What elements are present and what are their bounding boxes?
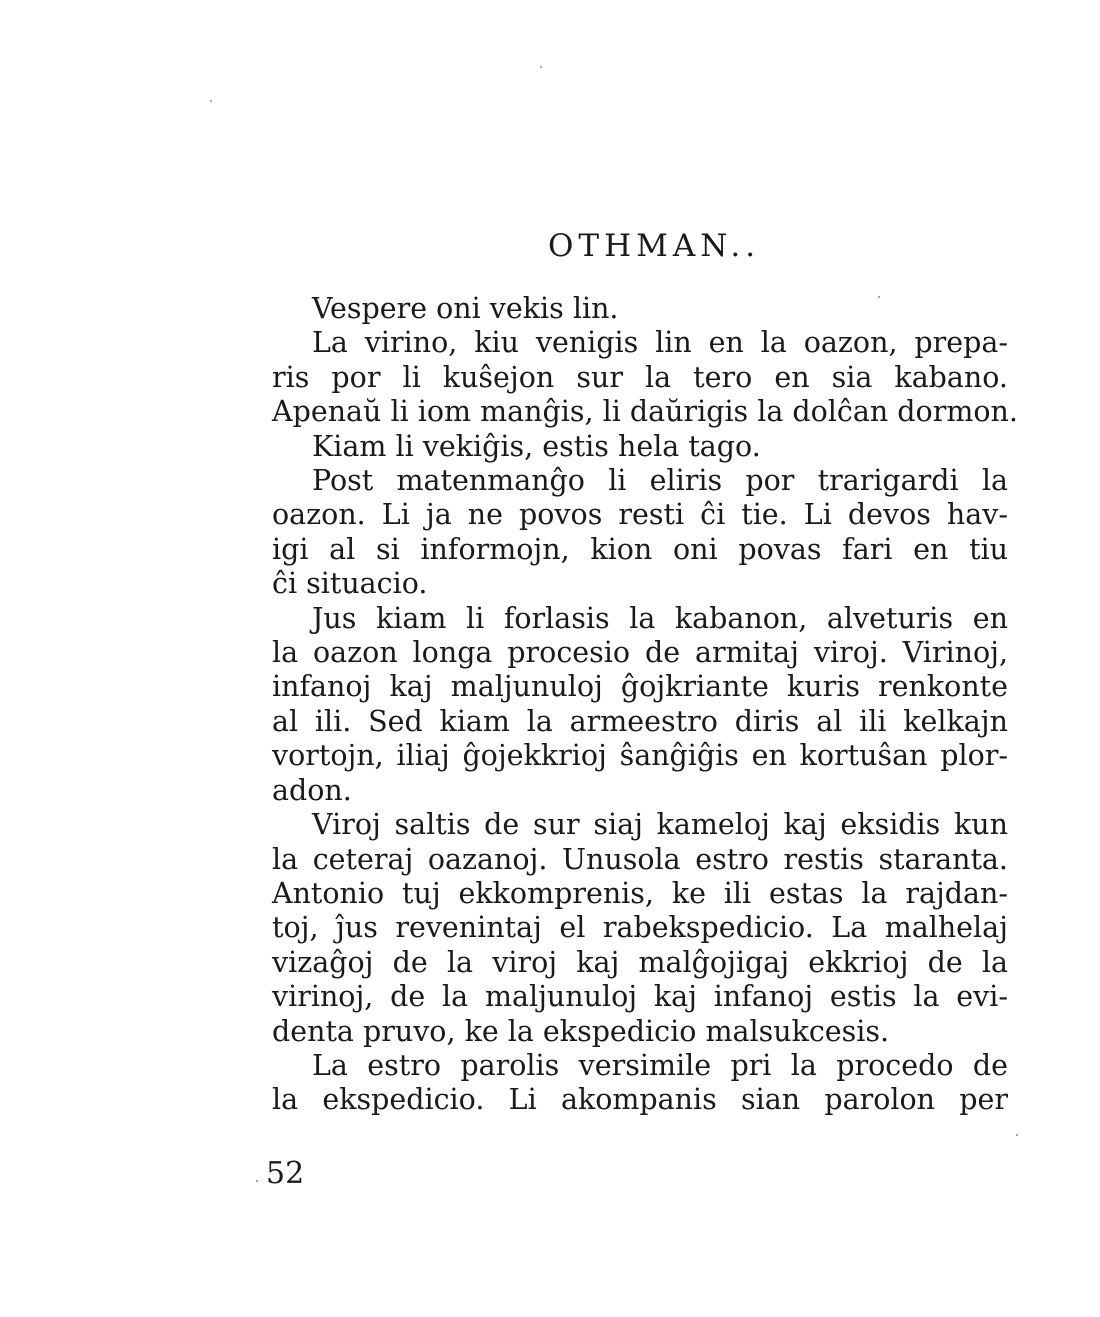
text-line: al ili. Sed kiam la armeestro diris al ili kelkajn xyxy=(272,704,1008,738)
text-line: vizaĝoj de la viroj kaj malĝojigaj ekkrioj de la xyxy=(272,945,1008,979)
text-line: Antonio tuj ekkomprenis, ke ili estas la rajdan- xyxy=(272,876,1008,910)
text-line: adon. xyxy=(272,773,352,807)
text-line: infanoj kaj maljunuloj ĝojkriante kuris renkonte xyxy=(272,670,1008,704)
scan-speck xyxy=(540,66,542,68)
text-line: la ceteraj oazanoj. Unusola estro restis staranta. xyxy=(272,842,1008,876)
text-line: Vespere oni vekis lin. xyxy=(312,292,619,325)
text-line: oazon. Li ja ne povos resti ĉi tie. Li devos hav- xyxy=(272,498,1008,532)
text-line: ĉi situacio. xyxy=(272,567,428,601)
text-line: la oazon longa procesio de armitaj viroj. Virinoj, xyxy=(272,636,1008,670)
scan-speck xyxy=(256,1180,258,1182)
text-line: igi al si informojn, kion oni povas fari en tiu xyxy=(272,532,1008,566)
text-line: la ekspedicio. Li akompanis sian parolon per xyxy=(272,1083,1008,1117)
text-line: ris por li kuŝejon sur la tero en sia kabano. xyxy=(272,360,1008,394)
text-line: Viroj saltis de sur siaj kameloj kaj eksidis kun xyxy=(312,808,1008,842)
text-line: Apenaŭ li iom manĝis, li daŭrigis la dolĉan dormon. xyxy=(272,395,1018,429)
text-line: toj, ĵus revenintaj el rabekspedicio. La malhelaj xyxy=(272,911,1008,945)
text-line: virinoj, de la maljunuloj kaj infanoj estis la evi- xyxy=(272,980,1008,1014)
text-line: Post matenmanĝo li eliris por trarigardi la xyxy=(312,464,1008,498)
scan-speck xyxy=(878,296,880,298)
scan-speck xyxy=(1016,1134,1018,1136)
text-line: La estro parolis versimile pri la procedo de xyxy=(312,1048,1008,1082)
text-line: denta pruvo, ke la ekspedicio malsukcesis. xyxy=(272,1014,890,1048)
text-line: Kiam li vekiĝis, estis hela tago. xyxy=(312,429,761,463)
text-line: Jus kiam li forlasis la kabanon, alveturis en xyxy=(312,601,1008,635)
body-text xyxy=(272,292,1018,1118)
scan-speck xyxy=(210,100,212,102)
page-number: 52 xyxy=(266,1156,305,1191)
chapter-title: OTHMAN.. xyxy=(548,228,761,264)
text-line: vortojn, iliaj ĝojekkrioj ŝanĝiĝis en kortuŝan plor- xyxy=(272,739,1008,773)
text-line: La virino, kiu venigis lin en la oazon, prepa- xyxy=(312,326,1008,360)
